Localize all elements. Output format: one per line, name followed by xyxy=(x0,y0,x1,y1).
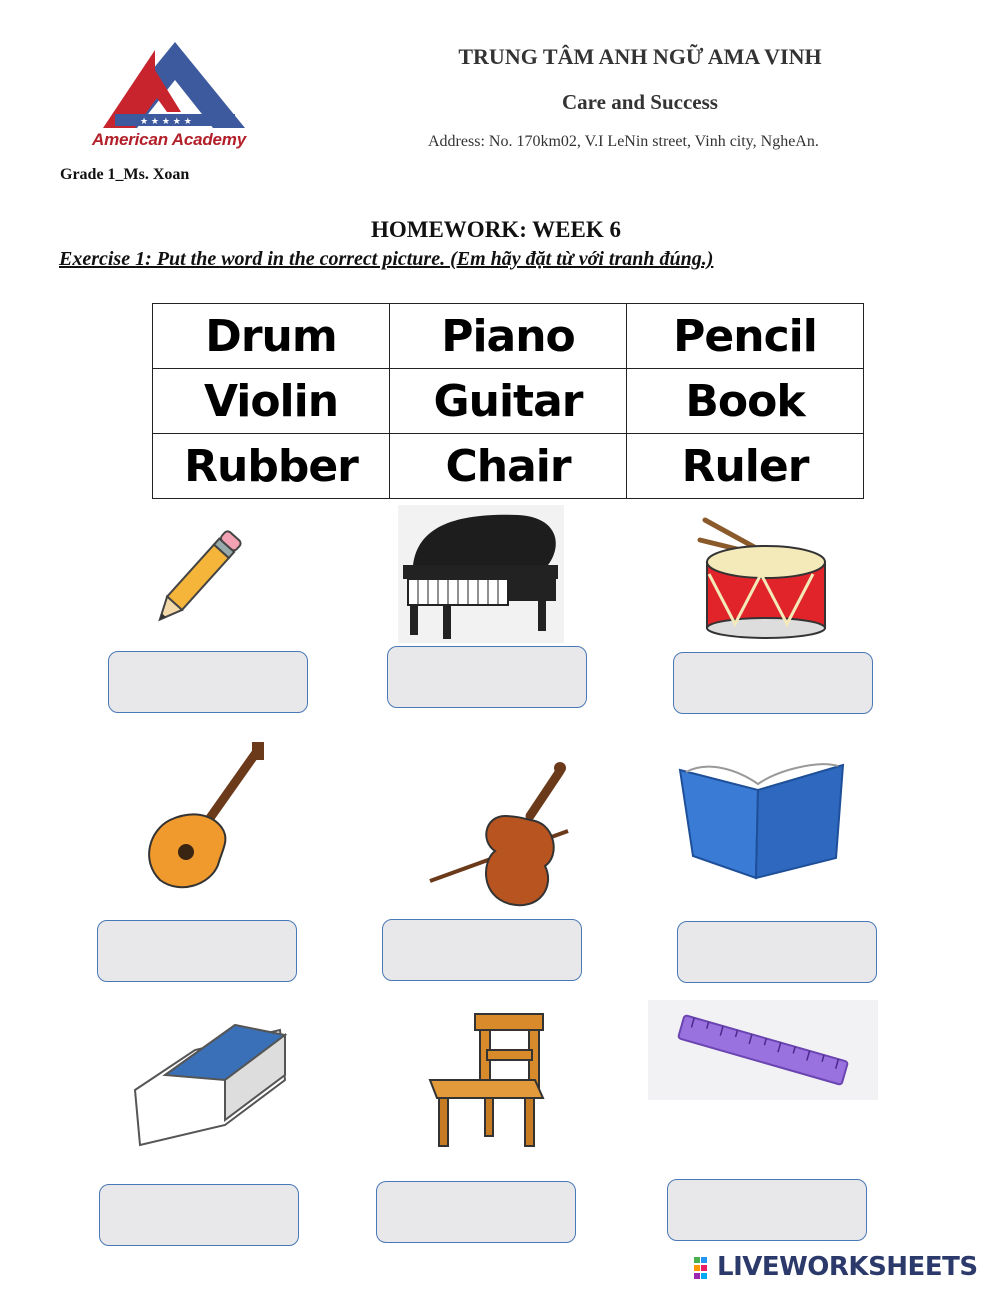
word-bank-cell: Rubber xyxy=(153,434,390,499)
guitar-picture xyxy=(140,740,270,890)
answer-box-chair[interactable] xyxy=(376,1181,576,1243)
word-bank-cell: Book xyxy=(627,369,864,434)
word-bank xyxy=(152,303,864,499)
word-bank-cell: Chair xyxy=(390,434,627,499)
word-bank-cell: Violin xyxy=(153,369,390,434)
word-bank-cell: Guitar xyxy=(390,369,627,434)
violin-picture xyxy=(410,746,570,911)
answer-box-ruler[interactable] xyxy=(667,1179,867,1241)
piano-picture xyxy=(398,505,564,643)
ruler-picture xyxy=(648,1000,878,1100)
answer-box-rubber[interactable] xyxy=(99,1184,299,1246)
answer-box-guitar[interactable] xyxy=(97,920,297,982)
chair-picture xyxy=(425,1010,550,1150)
book-picture xyxy=(678,760,848,880)
logo-text: American Academy xyxy=(92,130,246,149)
liveworksheets-brand[interactable]: LIVEWORKSHEETS xyxy=(717,1252,978,1282)
word-bank-row xyxy=(153,434,864,499)
center-name: TRUNG TÂM ANH NGỮ AMA VINH xyxy=(458,44,822,69)
rubber-picture xyxy=(125,1020,290,1155)
svg-text:★ ★ ★ ★ ★: ★ ★ ★ ★ ★ xyxy=(140,117,192,127)
grade-teacher: Grade 1_Ms. Xoan xyxy=(60,166,190,183)
word-bank-cell: Ruler xyxy=(627,434,864,499)
pencil-picture xyxy=(140,515,260,635)
answer-box-drum[interactable] xyxy=(673,652,873,714)
word-bank-row xyxy=(153,304,864,369)
word-bank-cell: Drum xyxy=(153,304,390,369)
drum-picture xyxy=(695,512,835,640)
american-academy-logo xyxy=(95,40,255,132)
answer-box-pencil[interactable] xyxy=(108,651,308,713)
answer-box-book[interactable] xyxy=(677,921,877,983)
liveworksheets-icon xyxy=(694,1257,714,1279)
slogan: Care and Success xyxy=(562,90,718,114)
word-bank-cell: Piano xyxy=(390,304,627,369)
word-bank-cell: Pencil xyxy=(627,304,864,369)
address: Address: No. 170km02, V.I LeNin street, Vinh city, NgheAn. xyxy=(428,133,819,150)
word-bank-row xyxy=(153,369,864,434)
answer-box-violin[interactable] xyxy=(382,919,582,981)
exercise-instruction: Exercise 1: Put the word in the correct picture. (Em hãy đặt từ với tranh đúng.) xyxy=(59,248,714,270)
answer-box-piano[interactable] xyxy=(387,646,587,708)
page-title: HOMEWORK: WEEK 6 xyxy=(370,217,622,242)
